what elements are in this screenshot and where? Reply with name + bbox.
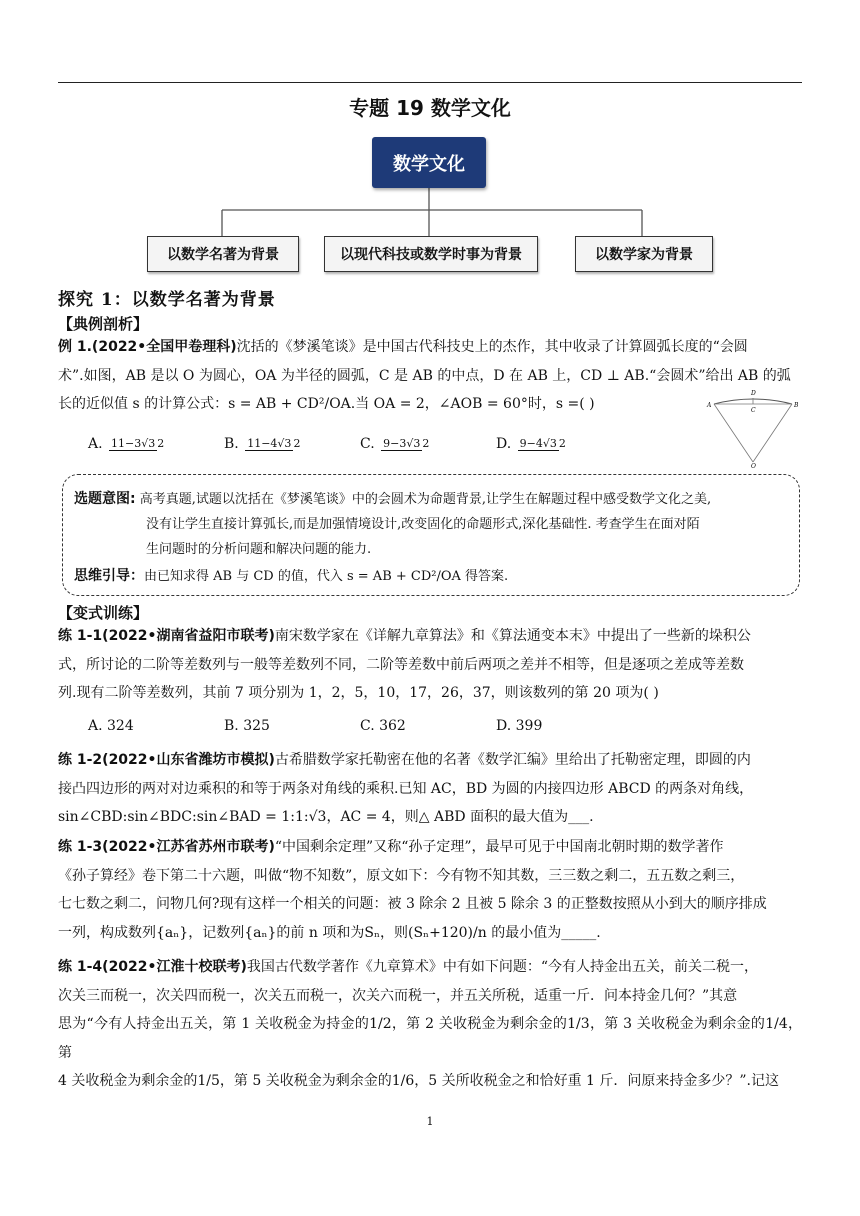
option-a: A. 11−3√3 2 [88,436,165,452]
fig-label-o: O [751,463,756,468]
problem-1-3: 练 1-3(2022•江苏省苏州市联考)“中国剩余定理”又称“孙子定理”，最早可见于中国南北朝时期的数学著作 《孙子算经》卷下第二十六题，叫做“物不知数”，原文如下：今有物不知其数，三三数之剩二，五五数之剩三， 七七数之剩二，问物几何?现有这样一个相关的问题：被 3 除余 2 且被 5 除余 3 的正整数按照从小到大的顺序排成 一列，构成数列{aₙ}，记数列{aₙ}的前 n 项和为Sₙ，则(Sₙ+120)/n 的最小值为_____. [58,839,767,941]
fig-label-c: C [751,407,756,414]
intent-line2: 没有让学生直接计算弧长,而是加强情境设计,改变固化的命题形式,深化基础性. 考查学生在面对陌 [146,517,700,532]
problem-1-1: 练 1-1(2022•湖南省益阳市联考)南宋数学家在《详解九章算法》和《算法通变本末》中提出了一些新的垛积公 式，所讨论的二阶等差数列与一般等差数列不同，二阶等差数中前后两项之差并不相等，但是逐项之差成等差数 列.现有二阶等差数列，其前 7 项分别为 1，2，5，10，17，26，37，则该数列的第 20 项为( ) [58,628,751,701]
option-b: B. 11−4√3 2 [224,436,301,452]
example-1 [58,333,802,419]
intent-line3: 生问题时的分析问题和解决问题的能力. [146,542,372,557]
page-title: 专题 19 数学文化 [349,96,511,120]
problem-1-2: 练 1-2(2022•山东省潍坊市模拟)古希腊数学家托勒密在他的名著《数学汇编》里给出了托勒密定理，即圆的内 接凸四边形的两对对边乘积的和等于两条对角线的乘积.已知 AC，BD 为圆的内接四边形 ABCD 的两条对角线， sin∠CBD:sin∠BDC:sin∠BAD = 1:1:√3，AC = 4，则△ ABD 面积的最大值为___. [58,752,754,825]
example-1-line1: 沈括的《梦溪笔谈》是中国古代科技史上的杰作，其中收录了计算圆弧长度的“会圆 [236,339,748,355]
example-1-line3: 长的近似值 s 的计算公式：s = AB + CD²/OA.当 OA = 2，∠AOB = 60°时，s =( ) [58,396,595,412]
arc-figure [706,388,800,468]
problem-1-1-options [88,718,632,734]
example-1-line2: 术”.如图，AB 是以 O 为圆心，OA 为半径的圆弧，C 是 AB 的中点，D 在 AB 上，CD ⊥ AB.“会圆术”给出 AB 的弧 [58,367,791,384]
option-d: D. 9−4√3 2 [496,436,566,452]
section-heading: 探究 1：以数学名著为背景 [58,290,276,310]
p1-option-a: A. 324 [88,718,134,734]
mindmap-branch-mathematicians: 以数学家为背景 [575,236,713,272]
problem-1-4: 练 1-4(2022•江淮十校联考)我国古代数学著作《九章算术》中有如下问题：“今有人持金出五关，前关二税一， 次关三而税一，次关四而税一，次关五而税一，次关六而税一，并五关所税，适重一斤．问本持金几何？”其意 思为“今有人持金出五关，第 1 关收税金为持金的1/2，第 2 关收税金为剩余金的1/3，第 3 关收税金为剩余金的1/4，第 4 关收税金为剩余金的1/5，第 5 关收税金为剩余金的1/6，5 关所收税金之和恰好重 1 斤．问原来持金多少？”.记这 [58,959,802,1089]
variant-tag: 【变式训练】 [58,604,149,622]
mindmap-branch-classics: 以数学名著为背景 [147,236,299,272]
option-c: C. 9−3√3 2 [360,436,430,452]
example-tag: 【典例剖析】 [58,315,149,333]
fig-label-d: D [751,390,756,397]
intent-line1: 选题意图: 高考真题,试题以沈括在《梦溪笔谈》中的会圆术为命题背景,让学生在解题过程中感受数学文化之美, [74,491,712,507]
example-1-options [88,436,632,452]
mindmap-branch-modern: 以现代科技或数学时事为背景 [324,236,538,272]
mindmap-root: 数学文化 [372,137,486,188]
p1-option-d: D. 399 [496,718,543,734]
example-1-source: 例 1.(2022•全国甲卷理科) [58,339,237,355]
p1-option-b: B. 325 [224,718,270,734]
fig-label-b: B [794,402,799,409]
guide-line: 思维引导：由已知求得 AB 与 CD 的值，代入 s = AB + CD²/OA 得答案. [74,568,509,584]
page-number: 1 [426,1115,434,1128]
fig-label-a: A [707,402,712,409]
p1-option-c: C. 362 [360,718,406,734]
